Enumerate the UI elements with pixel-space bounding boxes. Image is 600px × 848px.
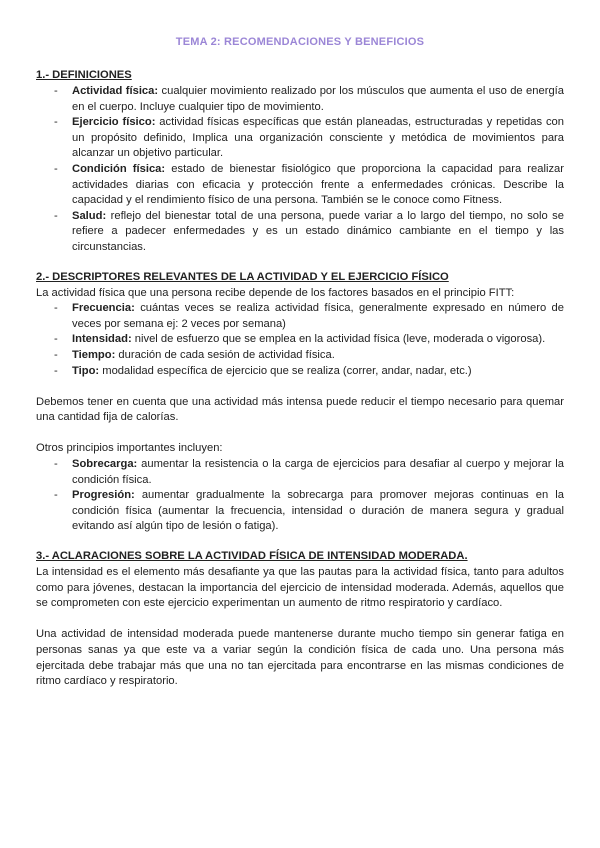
term: Frecuencia: [72, 302, 135, 315]
list-item: - Tiempo: duración de cada sesión de actividad física. [54, 348, 335, 361]
list-item: - Condición física: estado de bienestar fisiológico que proporciona la capacidad para realizar actividades diarias con eficacia y protección frente a enfermedades crónicas. Describe la capacidad y el rendimiento físico de una persona. También se le conoce como Fitness. [54, 162, 564, 207]
list-item: - Sobrecarga: aumentar la resistencia o la carga de ejercicios para desafiar al cuerpo y mejorar la condición física. [54, 458, 564, 486]
page-title: TEMA 2: RECOMENDACIONES Y BENEFICIOS [175, 36, 425, 48]
section-3-paragraph-2: Una actividad de intensidad moderada puede mantenerse durante mucho tiempo sin generar fatiga en personas sanas ya que este va a variar según la condición física de cada uno. Una persona más ejercitada debe trabajar más que una no tan ejercitada para encontrarse en las mismas condiciones de ritmo cardíaco y respiratorio. [36, 628, 564, 688]
list-item: - Intensidad: nivel de esfuerzo que se emplea en la actividad física (leve, moderada o vigorosa). [54, 333, 546, 346]
list-item: - Ejercicio físico: actividad físicas específicas que están planeadas, estructuradas y repetidas con un propósito definido, Implica una organización consciente y metódica de movimientos para alcanzar un objetivo particular. [54, 116, 564, 160]
definitions-list [36, 84, 564, 256]
term: Tiempo: [72, 348, 116, 361]
term: Ejercicio físico: [72, 116, 156, 129]
term: Sobrecarga: [72, 458, 138, 471]
definition: cualquier movimiento realizado por los músculos que aumenta el uso de energía en el cuerpo. Incluye cualquier tipo de movimiento. [72, 85, 564, 113]
fitt-list [36, 301, 564, 379]
section-2-intro-2: Otros principios importantes incluyen: [36, 442, 223, 455]
definition: modalidad específica de ejercicio que se realiza (correr, andar, nadar, etc.) [99, 364, 472, 377]
principles-list [36, 457, 564, 535]
definition: estado de bienestar fisiológico que proporciona la capacidad para realizar actividades diarias con eficacia y protección frente a enfermedades crónicas. Describe la capacidad y el rendimiento físico de una persona. También se le conoce como Fitness. [72, 162, 564, 207]
section-3-heading: 3.- ACLARACIONES SOBRE LA ACTIVIDAD FÍSICA DE INTENSIDAD MODERADA. [36, 550, 468, 563]
list-item: - Frecuencia: cuántas veces se realiza actividad física, generalmente expresado en número de veces por semana ej: 2 veces por semana) [54, 302, 564, 330]
definition: actividad físicas específicas que están planeadas, estructuradas y repetidas con un propósito definido, Implica una organización consciente y metódica de movimientos para alcanzar un objetivo particular. [72, 116, 564, 160]
definition: cuántas veces se realiza actividad física, generalmente expresado en número de veces por semana ej: 2 veces por semana) [72, 302, 564, 330]
definition: reflejo del bienestar total de una persona, puede variar a lo largo del tiempo, no solo se refiere a padecer enfermedades y es un estado dinámico cambiante en el tiempo y las circunstancias. [72, 209, 564, 253]
document-page [36, 36, 564, 690]
list-item: - Tipo: modalidad específica de ejercicio que se realiza (correr, andar, nadar, etc.) [54, 364, 472, 377]
term: Tipo: [72, 364, 100, 377]
definition: nivel de esfuerzo que se emplea en la actividad física (leve, moderada o vigorosa). [131, 333, 546, 346]
term: Actividad física: [72, 85, 159, 97]
term: Progresión: [72, 489, 135, 502]
definition: aumentar gradualmente la sobrecarga para promover mejoras continuas en la condición física (aumentar la frecuencia, intensidad o duración de manera segura y gradual evitando así algún tipo de lesión o fatiga). [72, 489, 564, 533]
term: Condición física: [72, 162, 166, 175]
section-1-heading: 1.- DEFINICIONES [36, 69, 132, 81]
list-item: - Actividad física: cualquier movimiento realizado por los músculos que aumenta el uso de energía en el cuerpo. Incluye cualquier tipo de movimiento. [54, 85, 564, 113]
section-2-paragraph: Debemos tener en cuenta que una actividad más intensa puede reducir el tiempo necesario para quemar una cantidad fija de calorías. [36, 395, 564, 424]
section-2-intro: La actividad física que una persona recibe depende de los factores basados en el principio FITT: [36, 286, 515, 299]
list-item: - Progresión: aumentar gradualmente la sobrecarga para promover mejoras continuas en la condición física (aumentar la frecuencia, intensidad o duración de manera segura y gradual evitando así algún tipo de lesión o fatiga). [54, 489, 564, 533]
list-item: - Salud: reflejo del bienestar total de una persona, puede variar a lo largo del tiempo, no solo se refiere a padecer enfermedades y es un estado dinámico cambiante en el tiempo y las circunstancias. [54, 209, 564, 253]
section-2-heading: 2.- DESCRIPTORES RELEVANTES DE LA ACTIVIDAD Y EL EJERCICIO FÍSICO [36, 270, 449, 283]
term: Intensidad: [72, 333, 132, 346]
definition: aumentar la resistencia o la carga de ejercicios para desafiar al cuerpo y mejorar la condición física. [72, 458, 564, 486]
definition: duración de cada sesión de actividad física. [115, 348, 335, 361]
section-3-paragraph-1: La intensidad es el elemento más desafiante ya que las pautas para la actividad física, tanto para adultos como para jóvenes, destacan la importancia del ejercicio de intensidad moderada. Además, aquellos que se comprometen con este ejercicio experimentan un aumento de ritmo respiratorio y cardíaco. [36, 566, 564, 610]
term: Salud: [72, 209, 107, 222]
